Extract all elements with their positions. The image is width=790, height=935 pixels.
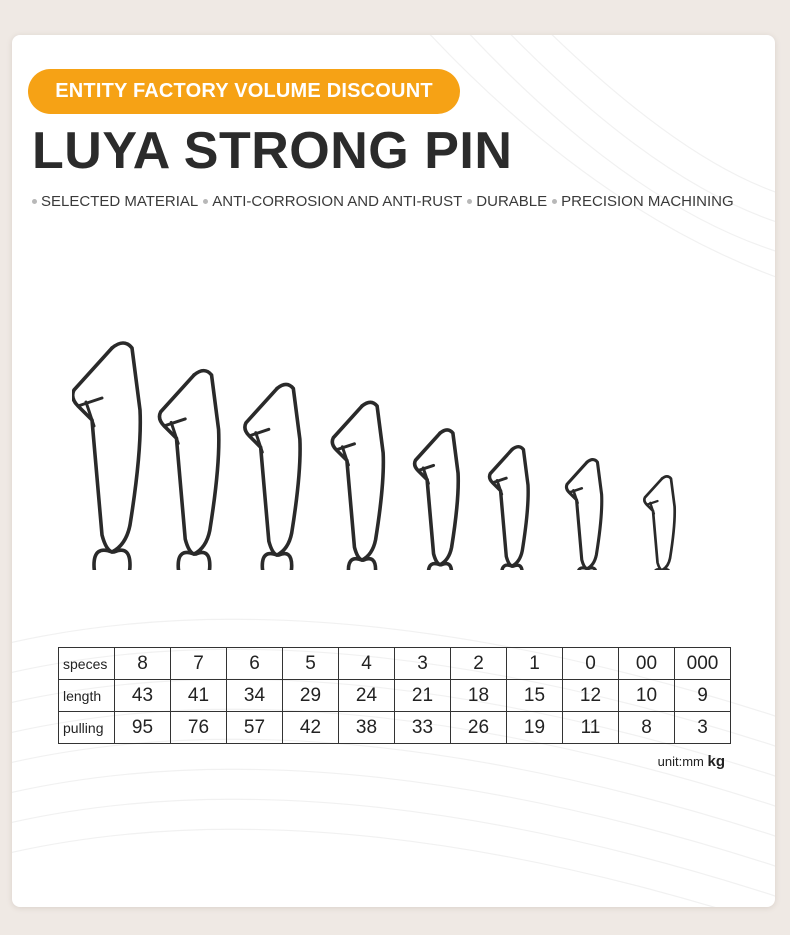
table-cell: 000 bbox=[675, 648, 731, 680]
page-title: LUYA STRONG PIN bbox=[32, 122, 513, 180]
table-cell: 6 bbox=[227, 648, 283, 680]
table-cell: 29 bbox=[283, 680, 339, 712]
table-cell: 3 bbox=[675, 712, 731, 744]
table-cell: 26 bbox=[451, 712, 507, 744]
snap-pin-wire bbox=[73, 348, 112, 552]
bullet-icon bbox=[32, 199, 37, 204]
table-row-speces bbox=[59, 648, 731, 680]
table-cell: 34 bbox=[227, 680, 283, 712]
table-cell: 76 bbox=[171, 712, 227, 744]
table-cell: 10 bbox=[619, 680, 675, 712]
unit-prefix: unit:mm bbox=[657, 754, 704, 769]
table-cell: 9 bbox=[675, 680, 731, 712]
snap-pin-icon bbox=[332, 402, 383, 570]
snap-pin-icon bbox=[245, 384, 300, 570]
feature-item bbox=[203, 193, 462, 210]
table-cell: 4 bbox=[339, 648, 395, 680]
table-cell: 12 bbox=[563, 680, 619, 712]
table-cell: 24 bbox=[339, 680, 395, 712]
snap-pin-wire bbox=[332, 406, 362, 560]
promo-badge: ENTITY FACTORY VOLUME DISCOUNT bbox=[28, 69, 460, 114]
table-cell: 2 bbox=[451, 648, 507, 680]
table-cell: 21 bbox=[395, 680, 451, 712]
feature-item bbox=[32, 193, 198, 210]
row-label: length bbox=[59, 680, 115, 712]
feature-list bbox=[32, 193, 734, 210]
table-cell: 8 bbox=[115, 648, 171, 680]
table-cell: 43 bbox=[115, 680, 171, 712]
snap-pin-icon bbox=[644, 476, 674, 570]
bullet-icon bbox=[467, 199, 472, 204]
bullet-icon bbox=[203, 199, 208, 204]
product-image-pins bbox=[72, 290, 712, 570]
table-cell: 33 bbox=[395, 712, 451, 744]
table-cell: 41 bbox=[171, 680, 227, 712]
feature-item bbox=[467, 193, 547, 210]
snap-pin-wire bbox=[490, 450, 512, 567]
snap-pin-wire bbox=[644, 479, 662, 570]
bullet-icon bbox=[552, 199, 557, 204]
table-cell: 00 bbox=[619, 648, 675, 680]
snap-pin-wire bbox=[566, 462, 587, 569]
row-label: speces bbox=[59, 648, 115, 680]
snap-pin-wire bbox=[159, 375, 194, 554]
snap-pin-icon bbox=[566, 460, 601, 570]
snap-pin-icon bbox=[490, 447, 529, 570]
feature-label: PRECISION MACHINING bbox=[561, 193, 734, 210]
table-cell: 5 bbox=[283, 648, 339, 680]
feature-item bbox=[552, 193, 734, 210]
table-cell: 15 bbox=[507, 680, 563, 712]
table-cell: 11 bbox=[563, 712, 619, 744]
table-cell: 19 bbox=[507, 712, 563, 744]
snap-pin-icon bbox=[415, 430, 459, 570]
snap-pin-icon bbox=[159, 371, 218, 570]
table-cell: 8 bbox=[619, 712, 675, 744]
snap-pin-wire bbox=[415, 433, 440, 565]
table-cell: 38 bbox=[339, 712, 395, 744]
table-cell: 0 bbox=[563, 648, 619, 680]
table-row-pulling bbox=[59, 712, 731, 744]
snap-pin-wire bbox=[245, 389, 277, 556]
product-card bbox=[12, 35, 775, 907]
spec-table bbox=[58, 647, 731, 744]
snap-pin-icon bbox=[73, 343, 141, 570]
feature-label: ANTI-CORROSION AND ANTI-RUST bbox=[212, 193, 463, 210]
table-cell: 57 bbox=[227, 712, 283, 744]
unit-note bbox=[658, 753, 725, 770]
table-cell: 18 bbox=[451, 680, 507, 712]
feature-label: DURABLE bbox=[476, 193, 548, 210]
table-cell: 95 bbox=[115, 712, 171, 744]
table-cell: 1 bbox=[507, 648, 563, 680]
table-row-length bbox=[59, 680, 731, 712]
table-cell: 42 bbox=[283, 712, 339, 744]
table-cell: 3 bbox=[395, 648, 451, 680]
row-label: pulling bbox=[59, 712, 115, 744]
feature-label: SELECTED MATERIAL bbox=[41, 193, 199, 210]
unit-weight: kg bbox=[707, 753, 725, 770]
table-cell: 7 bbox=[171, 648, 227, 680]
